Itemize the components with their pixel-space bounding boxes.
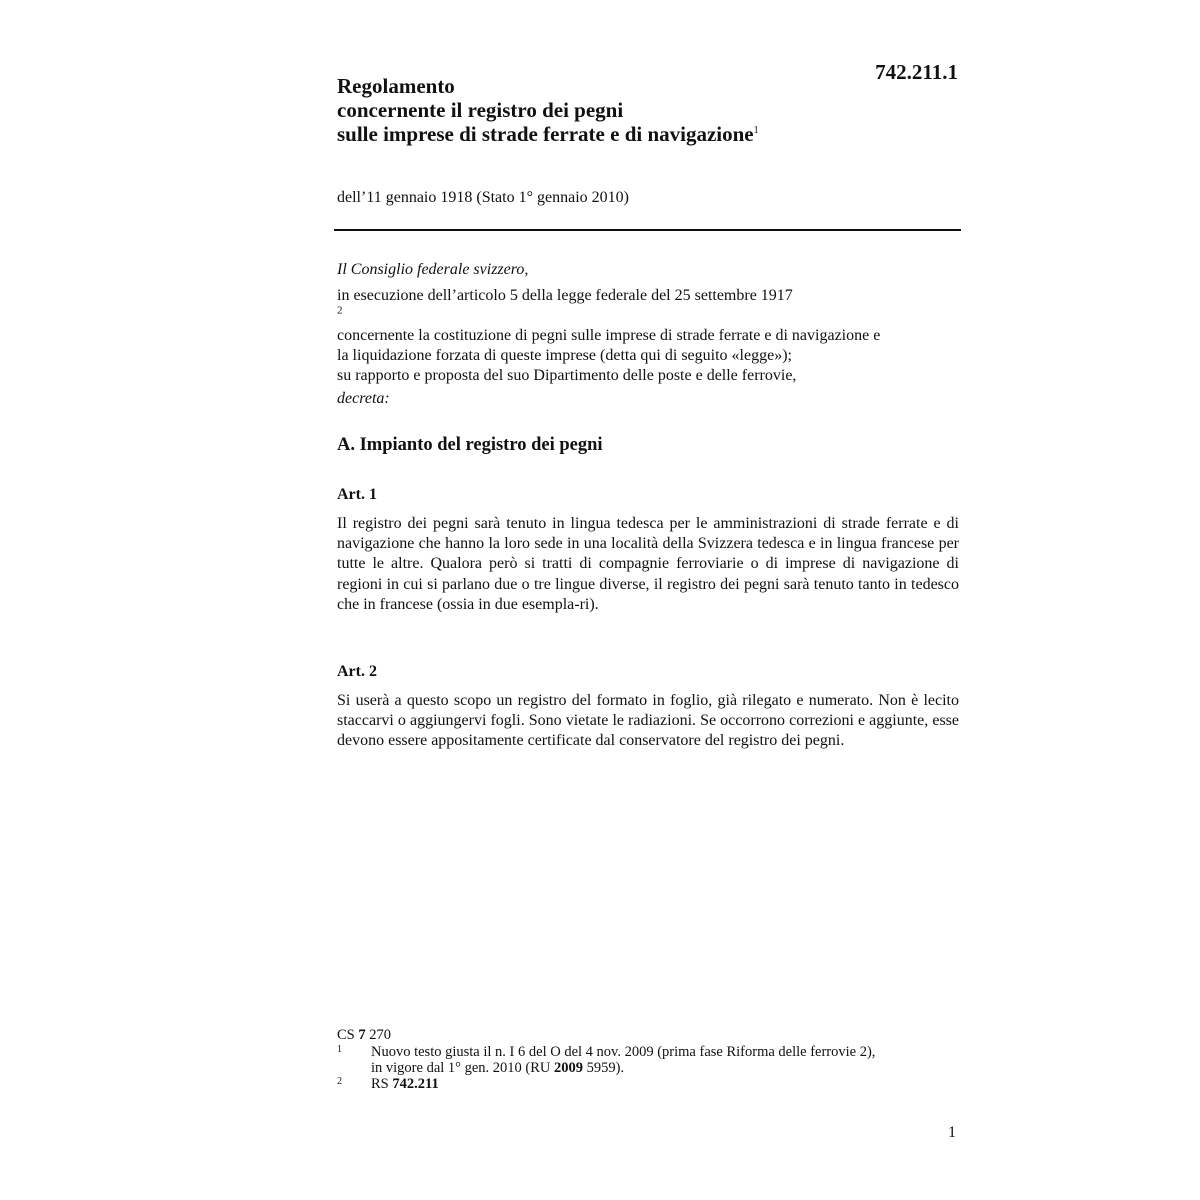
article-body: Il registro dei pegni sarà tenuto in lingua tedesca per le amministrazioni di strade ferrate e di navigazione che hanno la loro sede in una località della Svizzera tedesca e in lingua francese per tutte le altre. Qualora però si tratti di compagnie ferroviarie o di imprese di navigazione di regioni in cui si parlano due o tre lingue diverse, il registro dei pegni sarà tenuto tanto in tedesco che in francese (ossia in due esempla-ri). [337,515,959,613]
preamble-considerando [337,286,961,386]
footnote-1-ru-volume: 2009 [554,1060,583,1076]
footnote-2-pre: RS [371,1076,393,1092]
preamble [337,260,961,409]
regulation-title [337,74,897,146]
article-body: Si userà a questo scopo un registro del formato in foglio, già rilegato e numerato. Non è lecito staccarvi o aggiungervi fogli. Sono vietate le radiazioni. Se occorrono correzioni e aggiunte, esse devono essere appositamente certificate dal conservatore del registro dei pegni. [337,692,959,750]
title-line-2: concernente il registro dei pegni [337,98,624,122]
preamble-decree: decreta: [337,390,390,407]
preamble-line-2: concernente la costituzione di pegni sulle imprese di strade ferrate e di navigazione e [337,327,881,344]
footnote-1-line-1: Nuovo testo giusta il n. I 6 del O del 4 nov. 2009 (prima fase Riforma delle ferrovie 2), [371,1044,876,1060]
preamble-intro: Il Consiglio federale svizzero, [337,261,529,278]
cs-reference [337,1027,957,1044]
preamble-line-3: la liquidazione forzata di queste imprese (detta qui di seguito «legge»); [337,347,792,364]
article-1 [337,485,959,615]
date-line: dell’11 gennaio 1918 (Stato 1° gennaio 2010) [337,189,629,206]
footnote-number: 1 [337,1044,342,1055]
footnote-number: 2 [337,1076,342,1087]
footnote-2 [337,1076,957,1092]
footnote-ref-1[interactable]: 1 [753,125,759,136]
title-line-1: Regolamento [337,74,455,98]
footnotes [337,1027,957,1092]
footnote-1-line-2-pre: in vigore dal 1° gen. 2010 (RU [371,1060,554,1076]
title-line-3-text: sulle imprese di strade ferrate e di navigazione [337,122,754,146]
cs-volume: 7 [358,1027,366,1043]
footnote-1 [337,1044,957,1076]
footnote-2-line-1 [371,1076,957,1092]
preamble-line-1-text: in esecuzione dell’articolo 5 della legge federale del 25 settembre 1917 [337,287,793,304]
page-number: 1 [948,1124,956,1141]
footnote-ref-2[interactable]: 2 [337,304,343,317]
footnote-2-rs-number[interactable]: 742.211 [392,1076,439,1092]
cs-prefix: CS [337,1027,359,1043]
article-heading: Art. 2 [337,663,377,680]
article-heading: Art. 1 [337,486,377,503]
preamble-line-4: su rapporto e proposta del suo Dipartimento delle poste e delle ferrovie, [337,367,797,384]
article-2 [337,662,959,752]
preamble-line-1 [337,286,961,326]
cs-page: 270 [365,1027,391,1043]
footnote-1-line-2-post: 5959). [583,1060,625,1076]
header-divider [334,229,961,231]
footnote-1-line-2 [371,1060,957,1076]
section-heading: A. Impianto del registro dei pegni [337,435,603,455]
title-line-3 [337,122,897,146]
sr-number: 742.211.1 [875,60,958,84]
